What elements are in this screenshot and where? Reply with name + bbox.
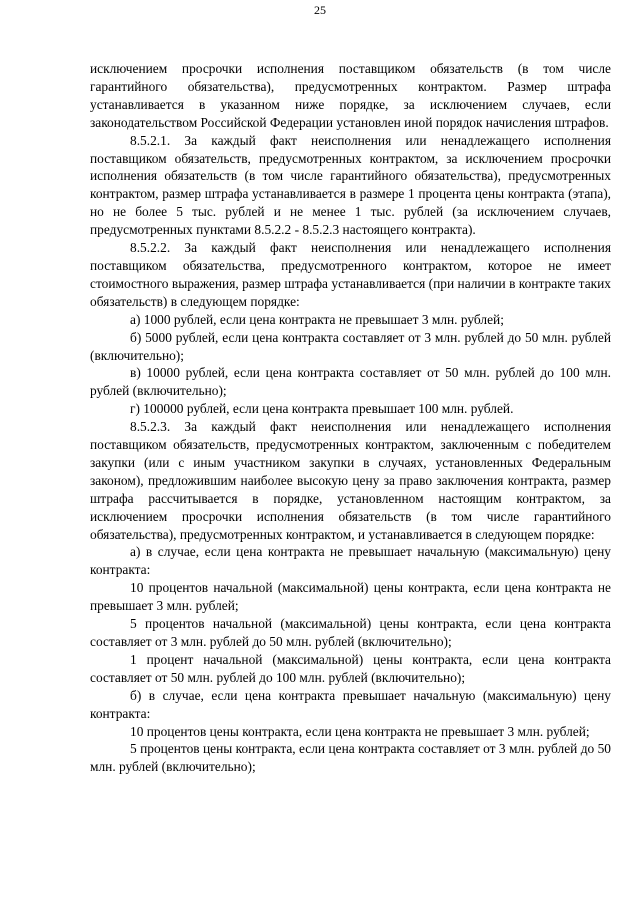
- list-item-a: а) 1000 рублей, если цена контракта не превышает 3 млн. рублей;: [130, 311, 504, 327]
- clause-8-5-2-3: 8.5.2.3. За каждый факт неисполнения или ненадлежащего исполнения поставщиком обязательств, предусмотренных контрактом, заключенным с победителем закупки (или с иным участником закупки в случаях, установленных Федеральным законом), предложившим наиболее высокую цену за право заключения контракта, размер штрафа рассчитывается в порядке, установленном настоящим контрактом, за исключением просрочки исполнения обязательств (в том числе гарантийного обязательства), предусмотренных контрактом, и устанавливается в следующем порядке:: [90, 419, 611, 542]
- list-item-b: б) 5000 рублей, если цена контракта составляет от 3 млн. рублей до 50 млн. рублей (включительно);: [90, 329, 611, 363]
- case-a-rate-5: 5 процентов начальной (максимальной) цены контракта, если цена контракта составляет от 3 млн. рублей до 50 млн. рублей (включительно);: [90, 616, 611, 649]
- clause-8-5-2-2: 8.5.2.2. За каждый факт неисполнения или ненадлежащего исполнения поставщиком обязательства, предусмотренного контрактом, которое не имеет стоимостного выражения, размер штрафа устанавливается (при наличии в контракте таких обязательств) в следующем порядке:: [90, 240, 611, 309]
- case-b-rate-10: 10 процентов цены контракта, если цена контракта не превышает 3 млн. рублей;: [130, 723, 590, 739]
- case-b: б) в случае, если цена контракта превышает начальную (максимальную) цену контракта:: [90, 687, 611, 721]
- list-item-g: г) 100000 рублей, если цена контракта превышает 100 млн. рублей.: [130, 401, 514, 417]
- page-number: 25: [314, 3, 326, 17]
- case-a: а) в случае, если цена контракта не превышает начальную (максимальную) цену контракта:: [90, 544, 611, 578]
- case-b-rate-5: 5 процентов цены контракта, если цена контракта составляет от 3 млн. рублей до 50 млн. рублей (включительно);: [90, 741, 611, 775]
- case-a-rate-1: 1 процент начальной (максимальной) цены контракта, если цена контракта составляет от 50 млн. рублей до 100 млн. рублей (включительно);: [90, 651, 611, 685]
- document-body: [90, 60, 611, 776]
- case-a-rate-10: 10 процентов начальной (максимальной) цены контракта, если цена контракта не превышает 3 млн. рублей;: [90, 580, 611, 614]
- paragraph-continuation: исключением просрочки исполнения поставщиком обязательств (в том числе гарантийного обязательства), предусмотренных контрактом. Размер штрафа устанавливается в указанном ниже порядке, за исключением случаев, если законодательством Российской Федерации установлен иной порядок начисления штрафов.: [90, 61, 611, 130]
- list-item-v: в) 10000 рублей, если цена контракта составляет от 50 млн. рублей до 100 млн. рублей (включительно);: [90, 365, 611, 399]
- clause-8-5-2-1: 8.5.2.1. За каждый факт неисполнения или ненадлежащего исполнения поставщиком обязательств, предусмотренных контрактом, за исключением просрочки исполнения обязательств (в том числе гарантийного обязательства), предусмотренных контрактом, размер штрафа устанавливается в размере 1 процента цены контракта (этапа), но не более 5 тыс. рублей и не менее 1 тыс. рублей (за исключением случаев, предусмотренных пунктами 8.5.2.2 - 8.5.2.3 настоящего контракта).: [90, 132, 611, 238]
